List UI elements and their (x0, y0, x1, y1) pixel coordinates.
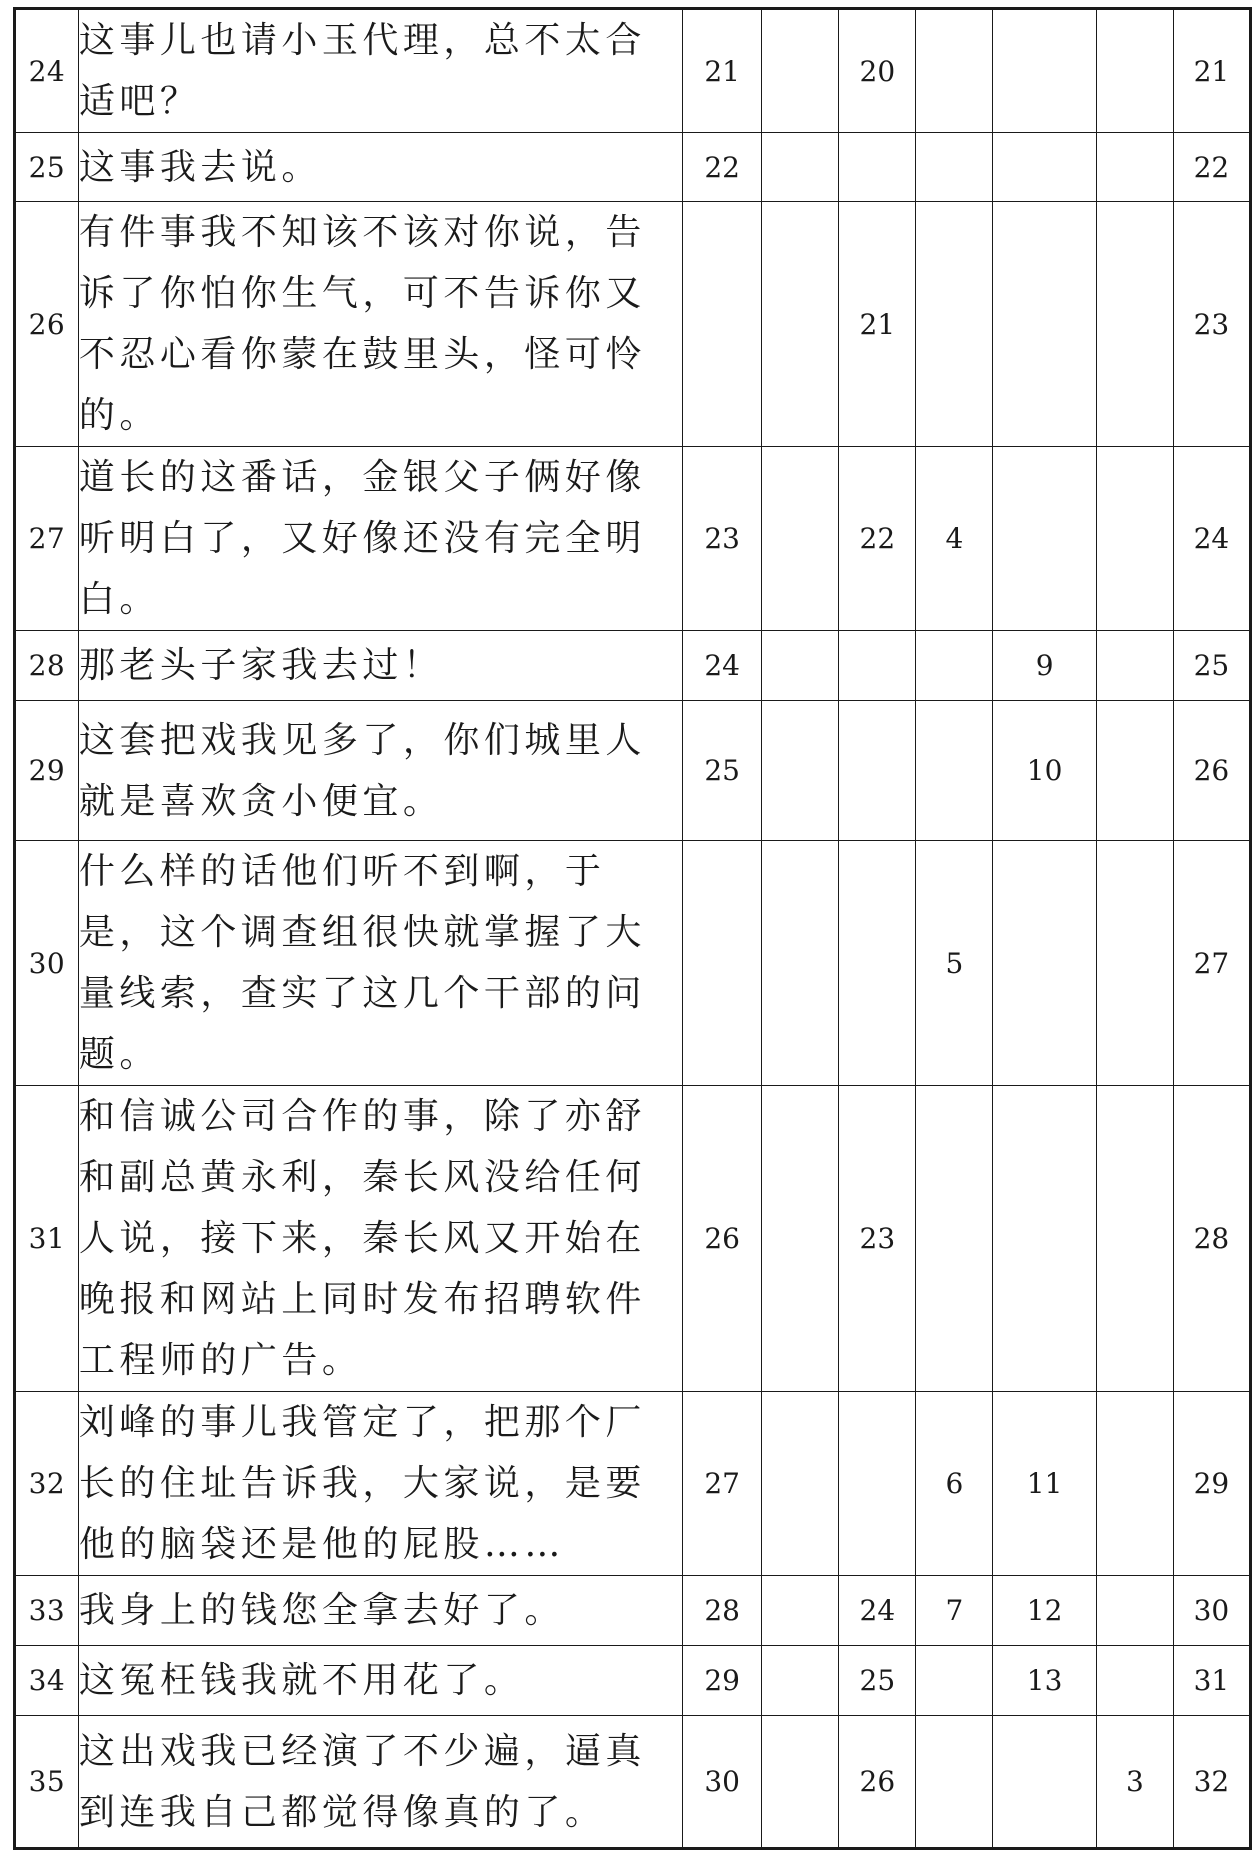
value-cell-col-1: 22 (683, 133, 762, 202)
value-cell-col-2 (762, 701, 839, 841)
value-cell-col-3: 21 (839, 202, 916, 447)
row-number: 29 (15, 701, 79, 841)
row-number: 34 (15, 1646, 79, 1716)
value-cell-col-7: 29 (1173, 1392, 1250, 1576)
value-cell-col-7: 28 (1173, 1086, 1250, 1392)
row-number: 28 (15, 631, 79, 701)
sentence-text: 这事我去说。 (78, 133, 682, 202)
value-cell-col-6 (1096, 701, 1173, 841)
row-number: 26 (15, 202, 79, 447)
value-cell-col-5 (993, 133, 1096, 202)
table-row (15, 202, 1251, 447)
value-cell-col-4 (916, 631, 993, 701)
value-cell-col-5 (993, 1716, 1096, 1849)
value-cell-col-5: 10 (993, 701, 1096, 841)
value-cell-col-1: 25 (683, 701, 762, 841)
value-cell-col-6 (1096, 9, 1173, 133)
sentence-text: 这套把戏我见多了，你们城里人就是喜欢贪小便宜。 (78, 701, 682, 841)
row-number: 35 (15, 1716, 79, 1849)
value-cell-col-5: 13 (993, 1646, 1096, 1716)
value-cell-col-3 (839, 701, 916, 841)
value-cell-col-1 (683, 841, 762, 1086)
value-cell-col-7: 22 (1173, 133, 1250, 202)
value-cell-col-1: 30 (683, 1716, 762, 1849)
table-row (15, 701, 1251, 841)
value-cell-col-5: 9 (993, 631, 1096, 701)
value-cell-col-7: 23 (1173, 202, 1250, 447)
value-cell-col-4: 4 (916, 447, 993, 631)
row-number: 32 (15, 1392, 79, 1576)
sentence-text: 什么样的话他们听不到啊，于是，这个调查组很快就掌握了大量线索，查实了这几个干部的问题。 (78, 841, 682, 1086)
value-cell-col-7: 27 (1173, 841, 1250, 1086)
value-cell-col-7: 32 (1173, 1716, 1250, 1849)
table-row (15, 1646, 1251, 1716)
value-cell-col-7: 25 (1173, 631, 1250, 701)
sentence-text: 这事儿也请小玉代理，总不太合适吧？ (78, 9, 682, 133)
table-row (15, 447, 1251, 631)
value-cell-col-2 (762, 1576, 839, 1646)
value-cell-col-4: 5 (916, 841, 993, 1086)
row-number: 30 (15, 841, 79, 1086)
sentence-text: 这出戏我已经演了不少遍，逼真到连我自己都觉得像真的了。 (78, 1716, 682, 1849)
value-cell-col-4: 6 (916, 1392, 993, 1576)
value-cell-col-2 (762, 1646, 839, 1716)
table-row (15, 841, 1251, 1086)
value-cell-col-2 (762, 631, 839, 701)
sentence-text: 那老头子家我去过！ (78, 631, 682, 701)
sentence-text: 这冤枉钱我就不用花了。 (78, 1646, 682, 1716)
value-cell-col-4 (916, 1716, 993, 1849)
value-cell-col-5 (993, 447, 1096, 631)
value-cell-col-3: 23 (839, 1086, 916, 1392)
row-number: 33 (15, 1576, 79, 1646)
value-cell-col-3: 24 (839, 1576, 916, 1646)
value-cell-col-2 (762, 1392, 839, 1576)
value-cell-col-1: 21 (683, 9, 762, 133)
value-cell-col-1: 29 (683, 1646, 762, 1716)
value-cell-col-1: 23 (683, 447, 762, 631)
value-cell-col-6 (1096, 841, 1173, 1086)
table-row (15, 1576, 1251, 1646)
value-cell-col-5: 11 (993, 1392, 1096, 1576)
value-cell-col-3 (839, 1392, 916, 1576)
value-cell-col-1: 24 (683, 631, 762, 701)
value-cell-col-1: 28 (683, 1576, 762, 1646)
value-cell-col-3: 22 (839, 447, 916, 631)
sentence-text: 和信诚公司合作的事，除了亦舒和副总黄永利，秦长风没给任何人说，接下来，秦长风又开始在晚报和网站上同时发布招聘软件工程师的广告。 (78, 1086, 682, 1392)
value-cell-col-4 (916, 9, 993, 133)
value-cell-col-2 (762, 202, 839, 447)
value-cell-col-6 (1096, 1576, 1173, 1646)
sentence-text: 刘峰的事儿我管定了，把那个厂长的住址告诉我，大家说，是要他的脑袋还是他的屁股…… (78, 1392, 682, 1576)
table-row (15, 1086, 1251, 1392)
value-cell-col-7: 30 (1173, 1576, 1250, 1646)
value-cell-col-2 (762, 447, 839, 631)
value-cell-col-2 (762, 1086, 839, 1392)
value-cell-col-6 (1096, 447, 1173, 631)
value-cell-col-6: 3 (1096, 1716, 1173, 1849)
value-cell-col-4 (916, 133, 993, 202)
sentence-text: 我身上的钱您全拿去好了。 (78, 1576, 682, 1646)
table-row (15, 1716, 1251, 1849)
value-cell-col-3: 25 (839, 1646, 916, 1716)
value-cell-col-7: 24 (1173, 447, 1250, 631)
value-cell-col-1: 26 (683, 1086, 762, 1392)
table-row (15, 133, 1251, 202)
table-row (15, 1392, 1251, 1576)
value-cell-col-3 (839, 133, 916, 202)
value-cell-col-6 (1096, 133, 1173, 202)
value-cell-col-4: 7 (916, 1576, 993, 1646)
value-cell-col-3 (839, 631, 916, 701)
table-body (15, 9, 1251, 1849)
value-cell-col-4 (916, 1086, 993, 1392)
table-row (15, 9, 1251, 133)
row-number: 25 (15, 133, 79, 202)
value-cell-col-1 (683, 202, 762, 447)
sentence-text: 有件事我不知该不该对你说，告诉了你怕你生气，可不告诉你又不忍心看你蒙在鼓里头，怪可怜的。 (78, 202, 682, 447)
value-cell-col-2 (762, 9, 839, 133)
value-cell-col-3: 26 (839, 1716, 916, 1849)
value-cell-col-4 (916, 202, 993, 447)
value-cell-col-4 (916, 1646, 993, 1716)
value-cell-col-7: 31 (1173, 1646, 1250, 1716)
row-number: 31 (15, 1086, 79, 1392)
value-cell-col-2 (762, 1716, 839, 1849)
value-cell-col-2 (762, 133, 839, 202)
table-row (15, 631, 1251, 701)
row-number: 24 (15, 9, 79, 133)
value-cell-col-2 (762, 841, 839, 1086)
value-cell-col-6 (1096, 1392, 1173, 1576)
value-cell-col-6 (1096, 202, 1173, 447)
value-cell-col-6 (1096, 1646, 1173, 1716)
value-cell-col-5 (993, 1086, 1096, 1392)
value-cell-col-3 (839, 841, 916, 1086)
value-cell-col-3: 20 (839, 9, 916, 133)
value-cell-col-5 (993, 841, 1096, 1086)
sentence-index-table (13, 7, 1252, 1850)
sentence-text: 道长的这番话，金银父子俩好像听明白了，又好像还没有完全明白。 (78, 447, 682, 631)
value-cell-col-5 (993, 202, 1096, 447)
value-cell-col-7: 26 (1173, 701, 1250, 841)
value-cell-col-6 (1096, 1086, 1173, 1392)
value-cell-col-4 (916, 701, 993, 841)
row-number: 27 (15, 447, 79, 631)
value-cell-col-7: 21 (1173, 9, 1250, 133)
value-cell-col-1: 27 (683, 1392, 762, 1576)
value-cell-col-6 (1096, 631, 1173, 701)
value-cell-col-5 (993, 9, 1096, 133)
value-cell-col-5: 12 (993, 1576, 1096, 1646)
